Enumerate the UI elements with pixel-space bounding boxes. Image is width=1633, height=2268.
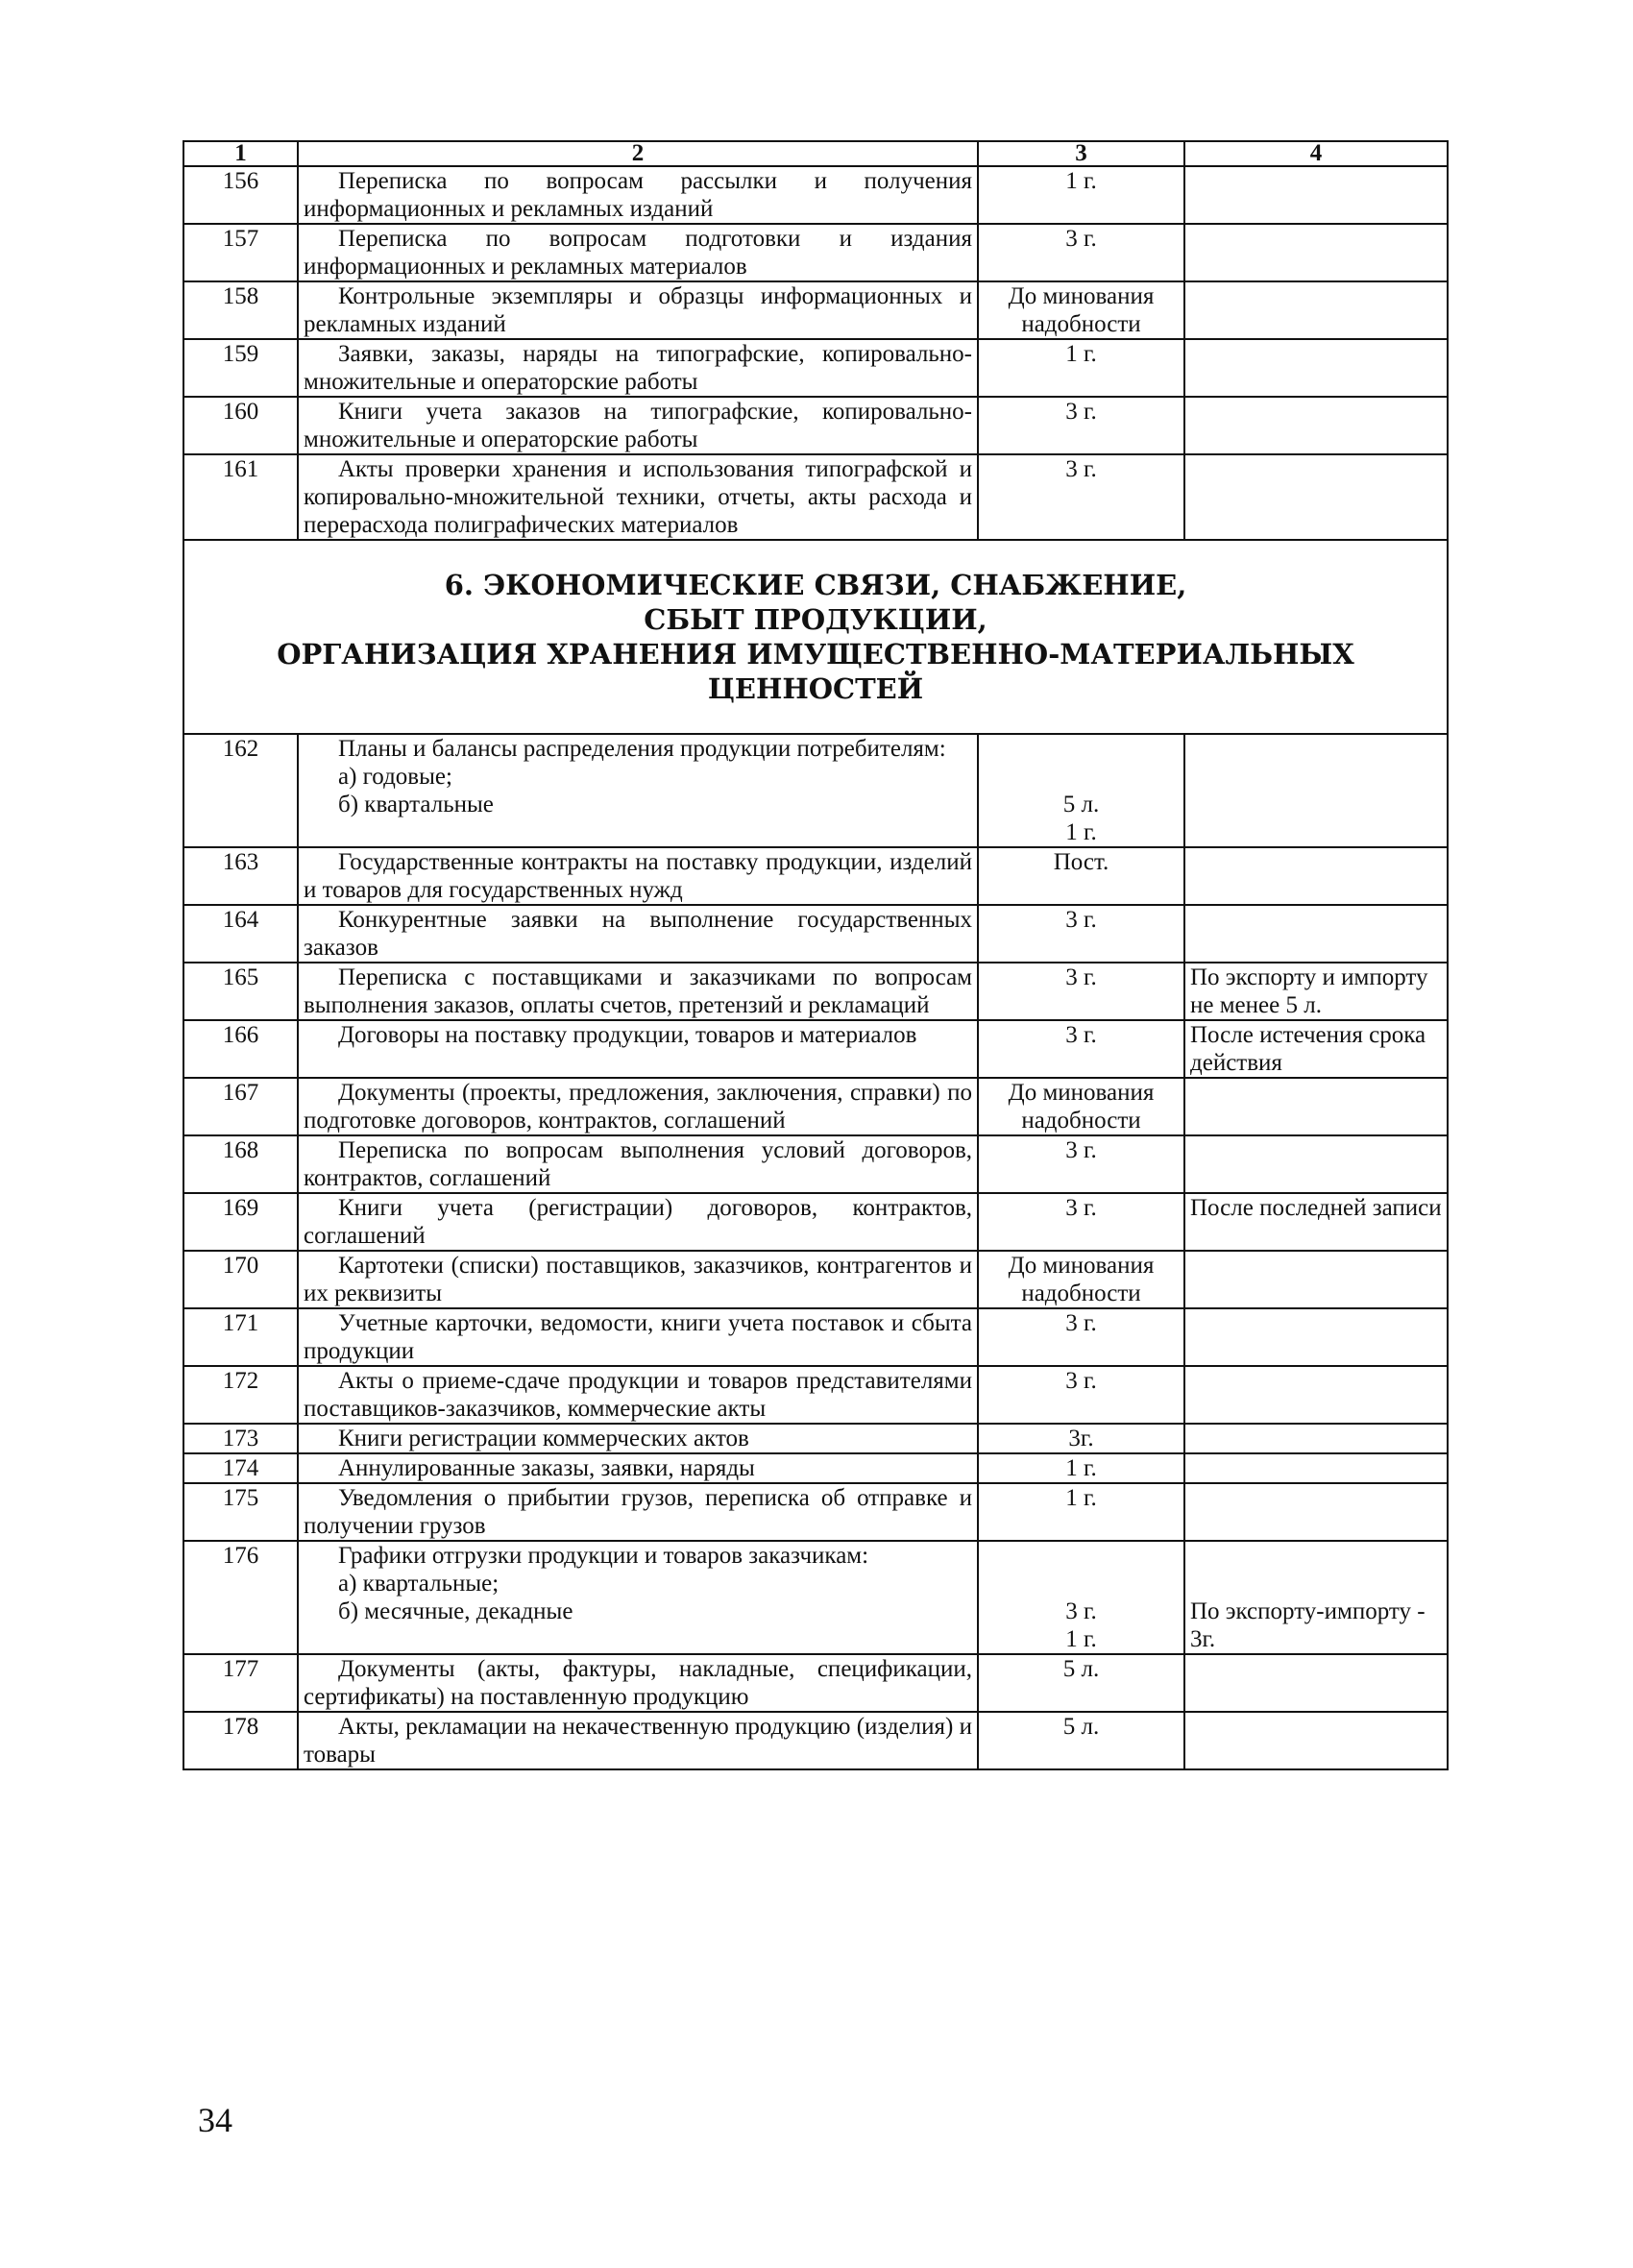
row-description <box>298 1078 978 1135</box>
table-row <box>183 1712 1448 1769</box>
row-text: Акты проверки хранения и использования типографской и копировально-множительной техники, отчеты, акты расхода и перерасхода полиграфических материалов <box>304 456 972 538</box>
table-body <box>183 141 1448 166</box>
section-heading-row <box>183 540 1448 734</box>
row-term: 5 л. <box>978 1654 1184 1712</box>
row-term: 3 г. <box>978 1366 1184 1424</box>
row-term: 3 г. <box>978 397 1184 454</box>
row-description <box>298 963 978 1020</box>
row-description <box>298 1366 978 1424</box>
section-title-line-1: 6. ЭКОНОМИЧЕСКИЕ СВЯЗИ, СНАБЖЕНИЕ, <box>444 569 1187 601</box>
row-description <box>298 397 978 454</box>
table-row <box>183 963 1448 1020</box>
row-term: 5 л. <box>978 1712 1184 1769</box>
row-text: Учетные карточки, ведомости, книги учета поставок и сбыта продукции <box>304 1310 972 1364</box>
row-term: 3 г. <box>978 905 1184 963</box>
row-number: 159 <box>183 339 298 397</box>
row-description <box>298 1541 978 1654</box>
row-number: 169 <box>183 1193 298 1251</box>
row-text: Конкурентные заявки на выполнение государственных заказов <box>304 907 972 961</box>
table-row <box>183 1654 1448 1712</box>
table-row <box>183 1078 1448 1135</box>
row-text: Контрольные экземпляры и образцы информационных и рекламных изданий <box>304 283 972 337</box>
row-note: После последней записи <box>1184 1193 1448 1251</box>
row-number: 166 <box>183 1020 298 1078</box>
row-note <box>1184 1251 1448 1308</box>
row-text: Переписка по вопросам подготовки и издания информационных и рекламных материалов <box>304 226 972 280</box>
row-note <box>1184 1308 1448 1366</box>
row-description <box>298 1424 978 1453</box>
row-term-a: 3 г. <box>1065 1598 1097 1624</box>
row-description <box>298 1712 978 1769</box>
row-description <box>298 224 978 281</box>
row-note <box>1184 339 1448 397</box>
row-text: Документы (акты, фактуры, накладные, спецификации, сертификаты) на поставленную продукцию <box>304 1656 972 1710</box>
row-note <box>1184 224 1448 281</box>
table-body-mid <box>183 847 1448 1541</box>
page-number: 34 <box>198 2101 232 2139</box>
row-description <box>298 1020 978 1078</box>
row-term: 3 г. <box>978 454 1184 540</box>
row-term <box>978 734 1184 847</box>
retention-table <box>183 140 1449 1770</box>
header-col-2: 2 <box>298 141 978 166</box>
row-description <box>298 1654 978 1712</box>
row-text: Книги учета заказов на типографские, копировально-множительные и операторские работы <box>304 399 972 452</box>
row-note <box>1184 1483 1448 1541</box>
row-text: Акты, рекламации на некачественную продукцию (изделия) и товары <box>304 1714 972 1768</box>
row-text: Уведомления о прибытии грузов, переписка об отправке и получении грузов <box>304 1485 972 1539</box>
row-number: 168 <box>183 1135 298 1193</box>
table-row <box>183 1020 1448 1078</box>
row-number: 165 <box>183 963 298 1020</box>
row-subitem-b: б) квартальные <box>338 792 494 817</box>
row-subitem-a: а) квартальные; <box>338 1571 500 1597</box>
table-row <box>183 1483 1448 1541</box>
table-row <box>183 166 1448 224</box>
section-title <box>189 568 1442 706</box>
section-title-line-3: ОРГАНИЗАЦИЯ ХРАНЕНИЯ ИМУЩЕСТВЕННО-МАТЕРИАЛЬНЫХ ЦЕННОСТЕЙ <box>277 638 1354 705</box>
table-row <box>183 1251 1448 1308</box>
row-term: До минования надобности <box>978 1078 1184 1135</box>
row-number: 161 <box>183 454 298 540</box>
section-title-line-2: СБЫТ ПРОДУКЦИИ, <box>644 603 987 636</box>
table-row <box>183 1135 1448 1193</box>
row-term: 1 г. <box>978 166 1184 224</box>
table-row <box>183 847 1448 905</box>
table-row <box>183 1424 1448 1453</box>
row-number: 172 <box>183 1366 298 1424</box>
row-term: Пост. <box>978 847 1184 905</box>
table-row <box>183 1541 1448 1654</box>
row-number: 158 <box>183 281 298 339</box>
row-term-a: 5 л. <box>1062 792 1100 817</box>
row-description <box>298 454 978 540</box>
row-number: 160 <box>183 397 298 454</box>
header-col-3: 3 <box>978 141 1184 166</box>
row-note <box>1184 847 1448 905</box>
table-row <box>183 1366 1448 1424</box>
row-description <box>298 1483 978 1541</box>
table-row <box>183 224 1448 281</box>
row-description <box>298 1308 978 1366</box>
table-row <box>183 454 1448 540</box>
row-note <box>1184 281 1448 339</box>
row-description <box>298 166 978 224</box>
row-text: Переписка с поставщиками и заказчиками по вопросам выполнения заказов, оплаты счетов, претензий и рекламаций <box>304 964 972 1018</box>
row-note <box>1184 166 1448 224</box>
row-note <box>1184 1424 1448 1453</box>
row-note <box>1184 1366 1448 1424</box>
row-subitem-a: а) годовые; <box>338 764 452 790</box>
row-term: 3г. <box>978 1424 1184 1453</box>
row-text: Книги учета (регистрации) договоров, контрактов, соглашений <box>304 1195 972 1249</box>
row-note: После истечения срока действия <box>1184 1020 1448 1078</box>
row-note <box>1184 397 1448 454</box>
row-term: 3 г. <box>978 1135 1184 1193</box>
row-description <box>298 905 978 963</box>
row-text: Договоры на поставку продукции, товаров и материалов <box>338 1022 917 1048</box>
row-text: Графики отгрузки продукции и товаров заказчикам: <box>338 1543 869 1569</box>
row-note: По экспорту и импорту не менее 5 л. <box>1184 963 1448 1020</box>
row-term: 3 г. <box>978 963 1184 1020</box>
header-col-4: 4 <box>1184 141 1448 166</box>
table-row <box>183 339 1448 397</box>
row-number: 173 <box>183 1424 298 1453</box>
row-term: 3 г. <box>978 224 1184 281</box>
row-number: 167 <box>183 1078 298 1135</box>
row-term: 3 г. <box>978 1193 1184 1251</box>
row-description <box>298 1193 978 1251</box>
row-term: 1 г. <box>978 1483 1184 1541</box>
row-text: Переписка по вопросам выполнения условий договоров, контрактов, соглашений <box>304 1137 972 1191</box>
row-text: Картотеки (списки) поставщиков, заказчиков, контрагентов и их реквизиты <box>304 1253 972 1306</box>
row-term <box>978 1541 1184 1654</box>
row-text: Аннулированные заказы, заявки, наряды <box>338 1455 755 1481</box>
row-text: Документы (проекты, предложения, заключения, справки) по подготовке договоров, контрактов, соглашений <box>304 1080 972 1134</box>
row-term: До минования надобности <box>978 281 1184 339</box>
row-description <box>298 847 978 905</box>
row-note <box>1184 905 1448 963</box>
table-row <box>183 1308 1448 1366</box>
row-description <box>298 1135 978 1193</box>
header-col-1: 1 <box>183 141 298 166</box>
row-number: 171 <box>183 1308 298 1366</box>
row-description <box>298 339 978 397</box>
table-row <box>183 281 1448 339</box>
table-row <box>183 905 1448 963</box>
row-description <box>298 1453 978 1483</box>
row-note-text: По экспорту-импорту - 3г. <box>1190 1598 1426 1652</box>
row-number: 157 <box>183 224 298 281</box>
row-term: 3 г. <box>978 1020 1184 1078</box>
header-row <box>183 141 1448 166</box>
row-number: 176 <box>183 1541 298 1654</box>
row-term: До минования надобности <box>978 1251 1184 1308</box>
row-number: 162 <box>183 734 298 847</box>
row-term-b: 1 г. <box>1065 819 1097 845</box>
row-description <box>298 1251 978 1308</box>
row-term: 1 г. <box>978 1453 1184 1483</box>
row-number: 177 <box>183 1654 298 1712</box>
row-description <box>298 281 978 339</box>
row-text: Планы и балансы распределения продукции потребителям: <box>338 736 946 762</box>
row-note <box>1184 1078 1448 1135</box>
row-text: Заявки, заказы, наряды на типографские, копировально-множительные и операторские работы <box>304 341 972 395</box>
row-note <box>1184 1712 1448 1769</box>
section-heading-cell <box>183 540 1448 734</box>
row-number: 164 <box>183 905 298 963</box>
row-number: 170 <box>183 1251 298 1308</box>
row-text: Акты о приеме-сдаче продукции и товаров представителями поставщиков-заказчиков, коммерческие акты <box>304 1368 972 1422</box>
section-body <box>183 540 1448 847</box>
row-text: Государственные контракты на поставку продукции, изделий и товаров для государственных нужд <box>304 849 972 903</box>
table-row <box>183 397 1448 454</box>
row-term: 3 г. <box>978 1308 1184 1366</box>
row-176-body <box>183 1541 1448 1654</box>
row-note <box>1184 1654 1448 1712</box>
row-number: 156 <box>183 166 298 224</box>
row-description <box>298 734 978 847</box>
row-note <box>1184 1453 1448 1483</box>
row-number: 178 <box>183 1712 298 1769</box>
row-note <box>1184 1541 1448 1654</box>
table-row <box>183 734 1448 847</box>
row-note <box>1184 1135 1448 1193</box>
table-row <box>183 1453 1448 1483</box>
row-note <box>1184 454 1448 540</box>
row-number: 174 <box>183 1453 298 1483</box>
row-term-b: 1 г. <box>1065 1626 1097 1652</box>
row-term: 1 г. <box>978 339 1184 397</box>
row-note <box>1184 734 1448 847</box>
row-number: 175 <box>183 1483 298 1541</box>
table-body-top <box>183 166 1448 540</box>
row-text: Переписка по вопросам рассылки и получения информационных и рекламных изданий <box>304 168 972 222</box>
row-number: 163 <box>183 847 298 905</box>
row-subitem-b: б) месячные, декадные <box>338 1598 573 1624</box>
table-body-bottom <box>183 1654 1448 1769</box>
row-text: Книги регистрации коммерческих актов <box>338 1426 749 1451</box>
table-row <box>183 1193 1448 1251</box>
